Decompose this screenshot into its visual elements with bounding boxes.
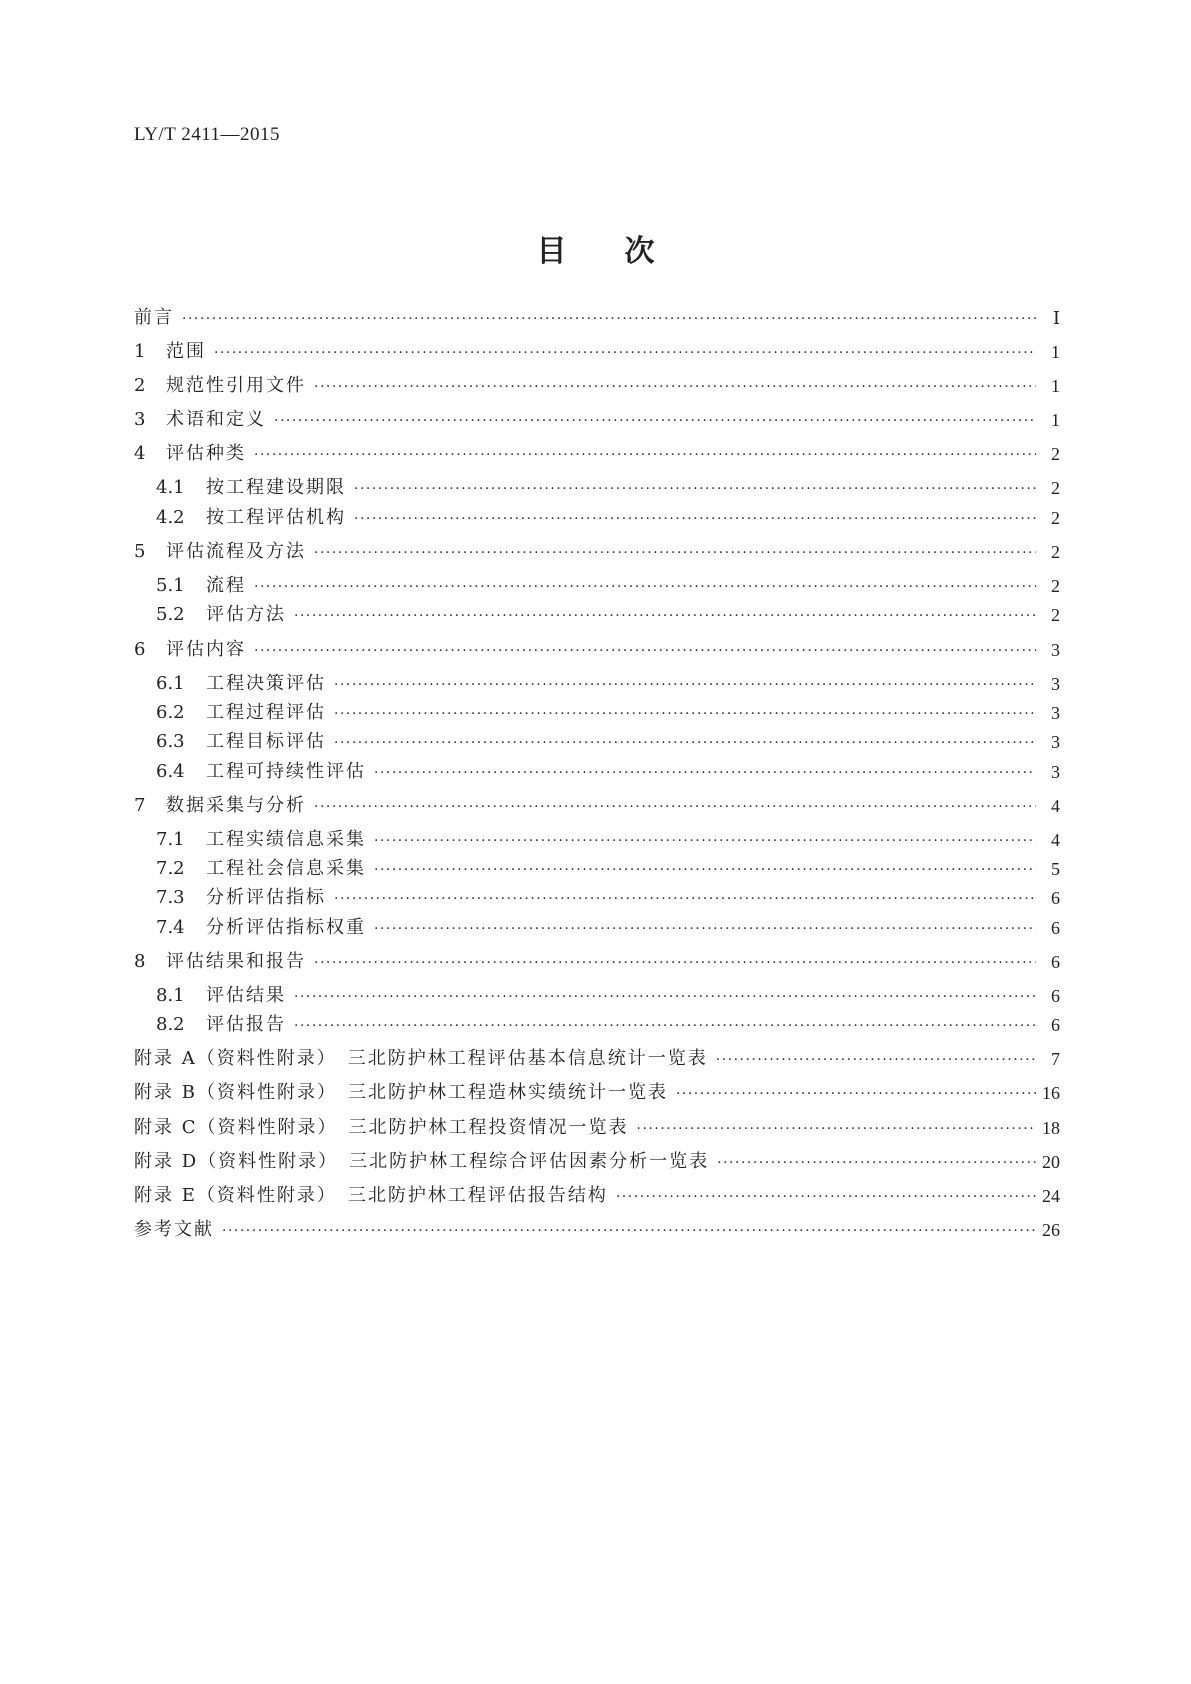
toc-entry-label: 评估种类: [166, 443, 246, 464]
toc-entry-page: 3: [1051, 674, 1060, 694]
dot-leader: [354, 479, 1036, 499]
toc-entry-8-2[interactable]: [156, 1010, 1060, 1036]
toc-entry-label: 附录 B（资料性附录） 三北防护林工程造林实绩统计一览表: [134, 1082, 668, 1103]
dot-leader: [222, 1221, 1036, 1241]
toc-entry-label: 分析评估指标: [206, 887, 326, 908]
toc-entry-page: 1: [1051, 376, 1060, 396]
toc-entry-5[interactable]: [134, 537, 1060, 563]
toc-entry-label: 按工程建设期限: [206, 477, 346, 498]
toc-entry-page: 18: [1042, 1118, 1060, 1138]
toc-entry-page: 1: [1051, 410, 1060, 430]
toc-entry-4[interactable]: [134, 439, 1060, 465]
toc-entry-label: 参考文献: [134, 1219, 214, 1240]
toc-entry-8[interactable]: [134, 947, 1060, 973]
toc-entry-label: 规范性引用文件: [166, 375, 306, 396]
toc-entry-page: 6: [1051, 986, 1060, 1006]
toc-entry-label: 评估内容: [166, 639, 246, 660]
toc-entry-page: 7: [1051, 1049, 1060, 1069]
toc-entry-page: 1: [1051, 342, 1060, 362]
dot-leader: [717, 1153, 1036, 1173]
toc-entry-page: Ⅰ: [1052, 308, 1060, 328]
toc-entry-number: 1: [134, 341, 146, 362]
toc-entry-8-1[interactable]: [156, 981, 1060, 1007]
toc-entry-label: 评估结果和报告: [166, 951, 306, 972]
toc-entry-number: 7.3: [156, 887, 185, 908]
toc-entry-5-1[interactable]: [156, 571, 1060, 597]
toc-entry-number: 6.4: [156, 761, 185, 782]
toc-entry-1[interactable]: [134, 337, 1060, 363]
toc-entry-3[interactable]: [134, 405, 1060, 431]
dot-leader: [676, 1084, 1036, 1104]
toc-entry-page: 2: [1051, 605, 1060, 625]
toc-entry-number: 8.2: [156, 1014, 185, 1035]
toc-entry-6-4[interactable]: [156, 757, 1060, 783]
toc-entry-label: 工程可持续性评估: [206, 761, 366, 782]
toc-entry-label: 分析评估指标权重: [206, 917, 366, 938]
toc-entry-label: 术语和定义: [166, 409, 266, 430]
toc-entry-page: 6: [1051, 952, 1060, 972]
toc-entry-page: 2: [1051, 576, 1060, 596]
dot-leader: [254, 641, 1036, 661]
toc-entry-page: 3: [1051, 703, 1060, 723]
toc-entry-page: 3: [1051, 640, 1060, 660]
dot-leader: [182, 309, 1036, 329]
toc-entry-appendix-e[interactable]: [134, 1181, 1060, 1207]
toc-entry-number: 8: [134, 951, 146, 972]
toc-entry-page: 6: [1051, 918, 1060, 938]
toc-entry-references[interactable]: [134, 1215, 1060, 1241]
toc-entry-6-2[interactable]: [156, 698, 1060, 724]
toc-entry-label: 附录 A（资料性附录） 三北防护林工程评估基本信息统计一览表: [134, 1048, 708, 1069]
toc-entry-page: 4: [1051, 830, 1060, 850]
toc-entry-page: 2: [1051, 444, 1060, 464]
dot-leader: [294, 987, 1036, 1007]
toc-entry-4-2[interactable]: [156, 503, 1060, 529]
dot-leader: [637, 1119, 1037, 1139]
dot-leader: [374, 860, 1036, 880]
toc-entry-page: 2: [1051, 478, 1060, 498]
dot-leader: [214, 343, 1036, 363]
toc-entry-number: 5.2: [156, 604, 185, 625]
toc-entry-label: 按工程评估机构: [206, 507, 346, 528]
dot-leader: [294, 1016, 1036, 1036]
toc-entry-label: 前言: [134, 307, 174, 328]
toc-entry-appendix-a[interactable]: [134, 1044, 1060, 1070]
dot-leader: [334, 733, 1036, 753]
toc-entry-number: 5: [134, 541, 146, 562]
toc-entry-number: 7.1: [156, 829, 185, 850]
toc-entry-appendix-b[interactable]: [134, 1078, 1060, 1104]
toc-entry-foreword[interactable]: [134, 303, 1060, 329]
toc-entry-number: 6.1: [156, 673, 185, 694]
toc-entry-number: 6.3: [156, 731, 185, 752]
toc-entry-label: 附录 D（资料性附录） 三北防护林工程综合评估因素分析一览表: [134, 1151, 710, 1172]
dot-leader: [334, 704, 1036, 724]
toc-entry-label: 工程社会信息采集: [206, 858, 366, 879]
toc-entry-number: 2: [134, 375, 146, 396]
toc-entry-number: 6.2: [156, 702, 185, 723]
dot-leader: [334, 889, 1036, 909]
toc-entry-page: 3: [1051, 762, 1060, 782]
toc-entry-6-3[interactable]: [156, 727, 1060, 753]
toc-entry-7-2[interactable]: [156, 854, 1060, 880]
dot-leader: [354, 509, 1036, 529]
toc-entry-label: 工程决策评估: [206, 673, 326, 694]
toc-entry-number: 4: [134, 443, 146, 464]
toc-entry-label: 工程实绩信息采集: [206, 829, 366, 850]
toc-entry-page: 6: [1051, 888, 1060, 908]
toc-entry-number: 4.1: [156, 477, 185, 498]
toc-entry-7-4[interactable]: [156, 913, 1060, 939]
toc-entry-4-1[interactable]: [156, 473, 1060, 499]
toc-entry-page: 2: [1051, 542, 1060, 562]
standard-code: LY/T 2411—2015: [134, 124, 281, 145]
toc-entry-number: 6: [134, 639, 146, 660]
dot-leader: [314, 797, 1036, 817]
toc-entry-number: 8.1: [156, 985, 185, 1006]
toc-entry-5-2[interactable]: [156, 600, 1060, 626]
toc-entry-2[interactable]: [134, 371, 1060, 397]
toc-entry-number: 7.2: [156, 858, 185, 879]
page-title: 目次: [536, 234, 713, 269]
toc-entry-label: 评估方法: [206, 604, 286, 625]
dot-leader: [374, 919, 1036, 939]
toc-entry-number: 7.4: [156, 917, 185, 938]
toc-entry-label: 评估流程及方法: [166, 541, 306, 562]
dot-leader: [334, 675, 1036, 695]
dot-leader: [314, 377, 1036, 397]
toc-entry-appendix-c[interactable]: [134, 1113, 1060, 1139]
toc-entry-6[interactable]: [134, 635, 1060, 661]
dot-leader: [314, 953, 1036, 973]
toc-entry-6-1[interactable]: [156, 669, 1060, 695]
toc-entry-appendix-d[interactable]: [134, 1147, 1060, 1173]
dot-leader: [254, 445, 1036, 465]
toc-entry-label: 数据采集与分析: [166, 795, 306, 816]
toc-entry-number: 5.1: [156, 575, 185, 596]
dot-leader: [314, 543, 1036, 563]
toc-entry-page: 20: [1042, 1152, 1060, 1172]
toc-entry-number: 7: [134, 795, 146, 816]
toc-entry-page: 6: [1051, 1015, 1060, 1035]
toc-entry-7-1[interactable]: [156, 825, 1060, 851]
dot-leader: [374, 763, 1036, 783]
dot-leader: [254, 577, 1036, 597]
dot-leader: [616, 1187, 1036, 1207]
toc-entry-label: 范围: [166, 341, 206, 362]
toc-entry-page: 2: [1051, 508, 1060, 528]
toc-entry-page: 3: [1051, 732, 1060, 752]
toc-entry-page: 4: [1051, 796, 1060, 816]
toc-entry-label: 附录 C（资料性附录） 三北防护林工程投资情况一览表: [134, 1117, 629, 1138]
dot-leader: [716, 1050, 1036, 1070]
toc-entry-number: 3: [134, 409, 146, 430]
toc-entry-page: 24: [1042, 1186, 1060, 1206]
toc-entry-label: 工程目标评估: [206, 731, 326, 752]
toc-entry-label: 工程过程评估: [206, 702, 326, 723]
dot-leader: [274, 411, 1036, 431]
dot-leader: [294, 606, 1036, 626]
toc-entry-7-3[interactable]: [156, 883, 1060, 909]
toc-entry-page: 16: [1042, 1083, 1060, 1103]
toc-entry-7[interactable]: [134, 791, 1060, 817]
dot-leader: [374, 831, 1036, 851]
toc-entry-label: 流程: [206, 575, 246, 596]
toc-entry-number: 4.2: [156, 507, 185, 528]
toc-entry-label: 评估报告: [206, 1014, 286, 1035]
toc-entry-page: 5: [1051, 859, 1060, 879]
toc-entry-label: 附录 E（资料性附录） 三北防护林工程评估报告结构: [134, 1185, 608, 1206]
toc-entry-page: 26: [1042, 1220, 1060, 1240]
toc-entry-label: 评估结果: [206, 985, 286, 1006]
